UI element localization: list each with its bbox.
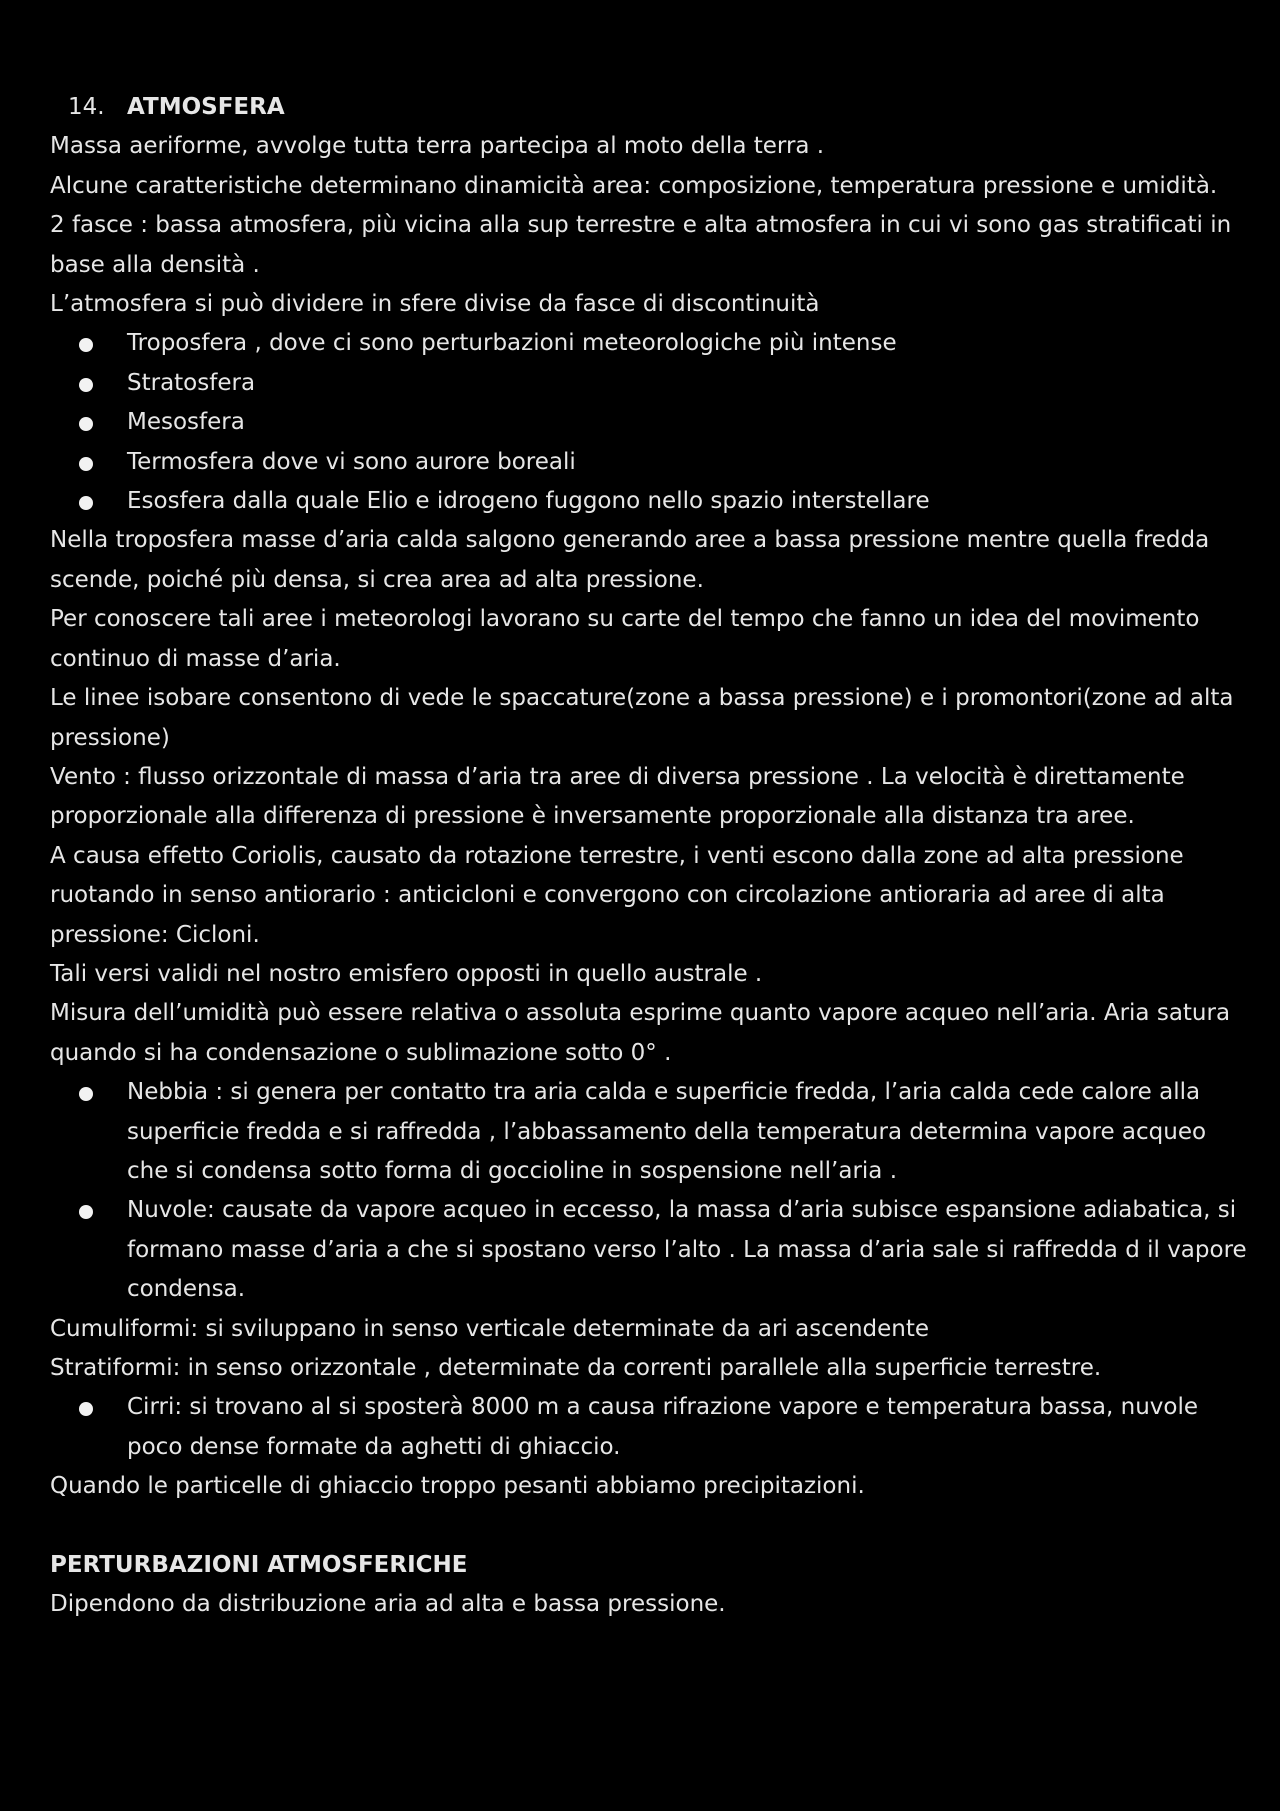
list-item (50, 482, 1250, 521)
paragraph: Misura dell’umidità può essere relativa o assoluta esprime quanto vapore acqueo nell’aria. Aria satura quando si ha condensazione o sublimazione sotto 0° . (50, 1000, 1231, 1066)
paragraph: Quando le particelle di ghiaccio troppo pesanti abbiamo precipitazioni. (50, 1473, 865, 1500)
list-item-text: Termosfera dove vi sono aurore boreali (127, 448, 576, 475)
bullet-icon (79, 378, 93, 392)
paragraph: Stratiformi: in senso orizzontale , determinate da correnti parallele alla superficie terrestre. (50, 1355, 1102, 1381)
paragraph: Alcune caratteristiche determinano dinamicità area: composizione, temperatura pressione e umidità. (50, 172, 1218, 199)
list-item (50, 324, 1250, 363)
bullet-icon (79, 338, 93, 352)
bullet-icon (79, 1402, 93, 1416)
paragraph: Tali versi validi nel nostro emisfero opposti in quello australe . (50, 960, 763, 987)
document-body (50, 88, 1250, 1625)
paragraph: 2 fasce : bassa atmosfera, più vicina alla sup terrestre e alta atmosfera in cui vi sono gas stratificati in base alla densità . (50, 212, 1232, 278)
bullet-icon (79, 1087, 93, 1101)
list-item-text: Nebbia : si genera per contatto tra aria calda e superficie fredda, l’aria calda cede calore alla superficie fredda e si raffredda , l’abbassamento della temperatura determina vapore acqueo che si condensa sotto forma di goccioline in sospensione nell’aria . (127, 1079, 1207, 1184)
list-item-text: Troposfera , dove ci sono perturbazioni meteorologiche più intense (127, 330, 897, 357)
list-item (50, 364, 1250, 403)
list-item (50, 1191, 1250, 1309)
list-item (50, 1073, 1250, 1191)
bullet-icon (79, 1205, 93, 1219)
paragraph: A causa effetto Coriolis, causato da rotazione terrestre, i venti escono dalla zone ad alta pressione ruotando in senso antiorario : anticicloni e convergono con circolazione antioraria ad aree di alta pressione: Cicloni. (50, 842, 1184, 948)
list-item-text: Mesosfera (127, 409, 245, 436)
paragraph: Vento : flusso orizzontale di massa d’aria tra aree di diversa pressione . La velocità è direttamente proporzionale alla differenza di pressione è inversamente proporzionale alla distanza tra aree. (50, 763, 1185, 830)
list-item-text: Nuvole: causate da vapore acqueo in eccesso, la massa d’aria subisce espansione adiabatica, si formano masse d’aria a che si spostano verso l’alto . La massa d’aria sale si raffredda d il vapore condensa. (127, 1197, 1247, 1303)
list-item (50, 403, 1250, 442)
section-title: ATMOSFERA (127, 94, 285, 120)
bullet-icon (79, 457, 93, 471)
paragraph: Dipendono da distribuzione aria ad alta e bassa pressione. (50, 1591, 726, 1618)
section-heading (0, 88, 1250, 127)
paragraph: Le linee isobare consentono di vede le spaccature(zone a bassa pressione) e i promontori(zone ad alta pressione) (50, 685, 1234, 751)
paragraph: Per conoscere tali aree i meteorologi lavorano su carte del tempo che fanno un idea del movimento continuo di masse d’aria. (50, 606, 1200, 672)
paragraph: Cumuliformi: si sviluppano in senso verticale determinate da ari ascendente (50, 1315, 930, 1342)
paragraph: L’atmosfera si può dividere in sfere divise da fasce di discontinuità (50, 291, 820, 318)
section-number: 14. (68, 94, 105, 120)
bullet-icon (79, 496, 93, 510)
list-item-text: Cirri: si trovano al si sposterà 8000 m a causa rifrazione vapore e temperatura bassa, nuvole poco dense formate da aghetti di ghiaccio. (127, 1394, 1199, 1460)
list-item (50, 443, 1250, 482)
paragraph: Massa aeriforme, avvolge tutta terra partecipa al moto della terra . (50, 133, 825, 160)
clouds-list (50, 1388, 1250, 1467)
bullet-icon (79, 417, 93, 431)
list-item (50, 1388, 1250, 1467)
spacer (50, 1507, 1250, 1546)
list-item-text: Stratosfera (127, 369, 256, 396)
list-item-text: Esosfera dalla quale Elio e idrogeno fuggono nello spazio interstellare (127, 488, 930, 515)
humidity-list (50, 1073, 1250, 1309)
section2-title: PERTURBAZIONI ATMOSFERICHE (50, 1552, 468, 1579)
paragraph: Nella troposfera masse d’aria calda salgono generando aree a bassa pressione mentre quella fredda scende, poiché più densa, si crea area ad alta pressione. (50, 527, 1210, 593)
spheres-list (50, 324, 1250, 521)
